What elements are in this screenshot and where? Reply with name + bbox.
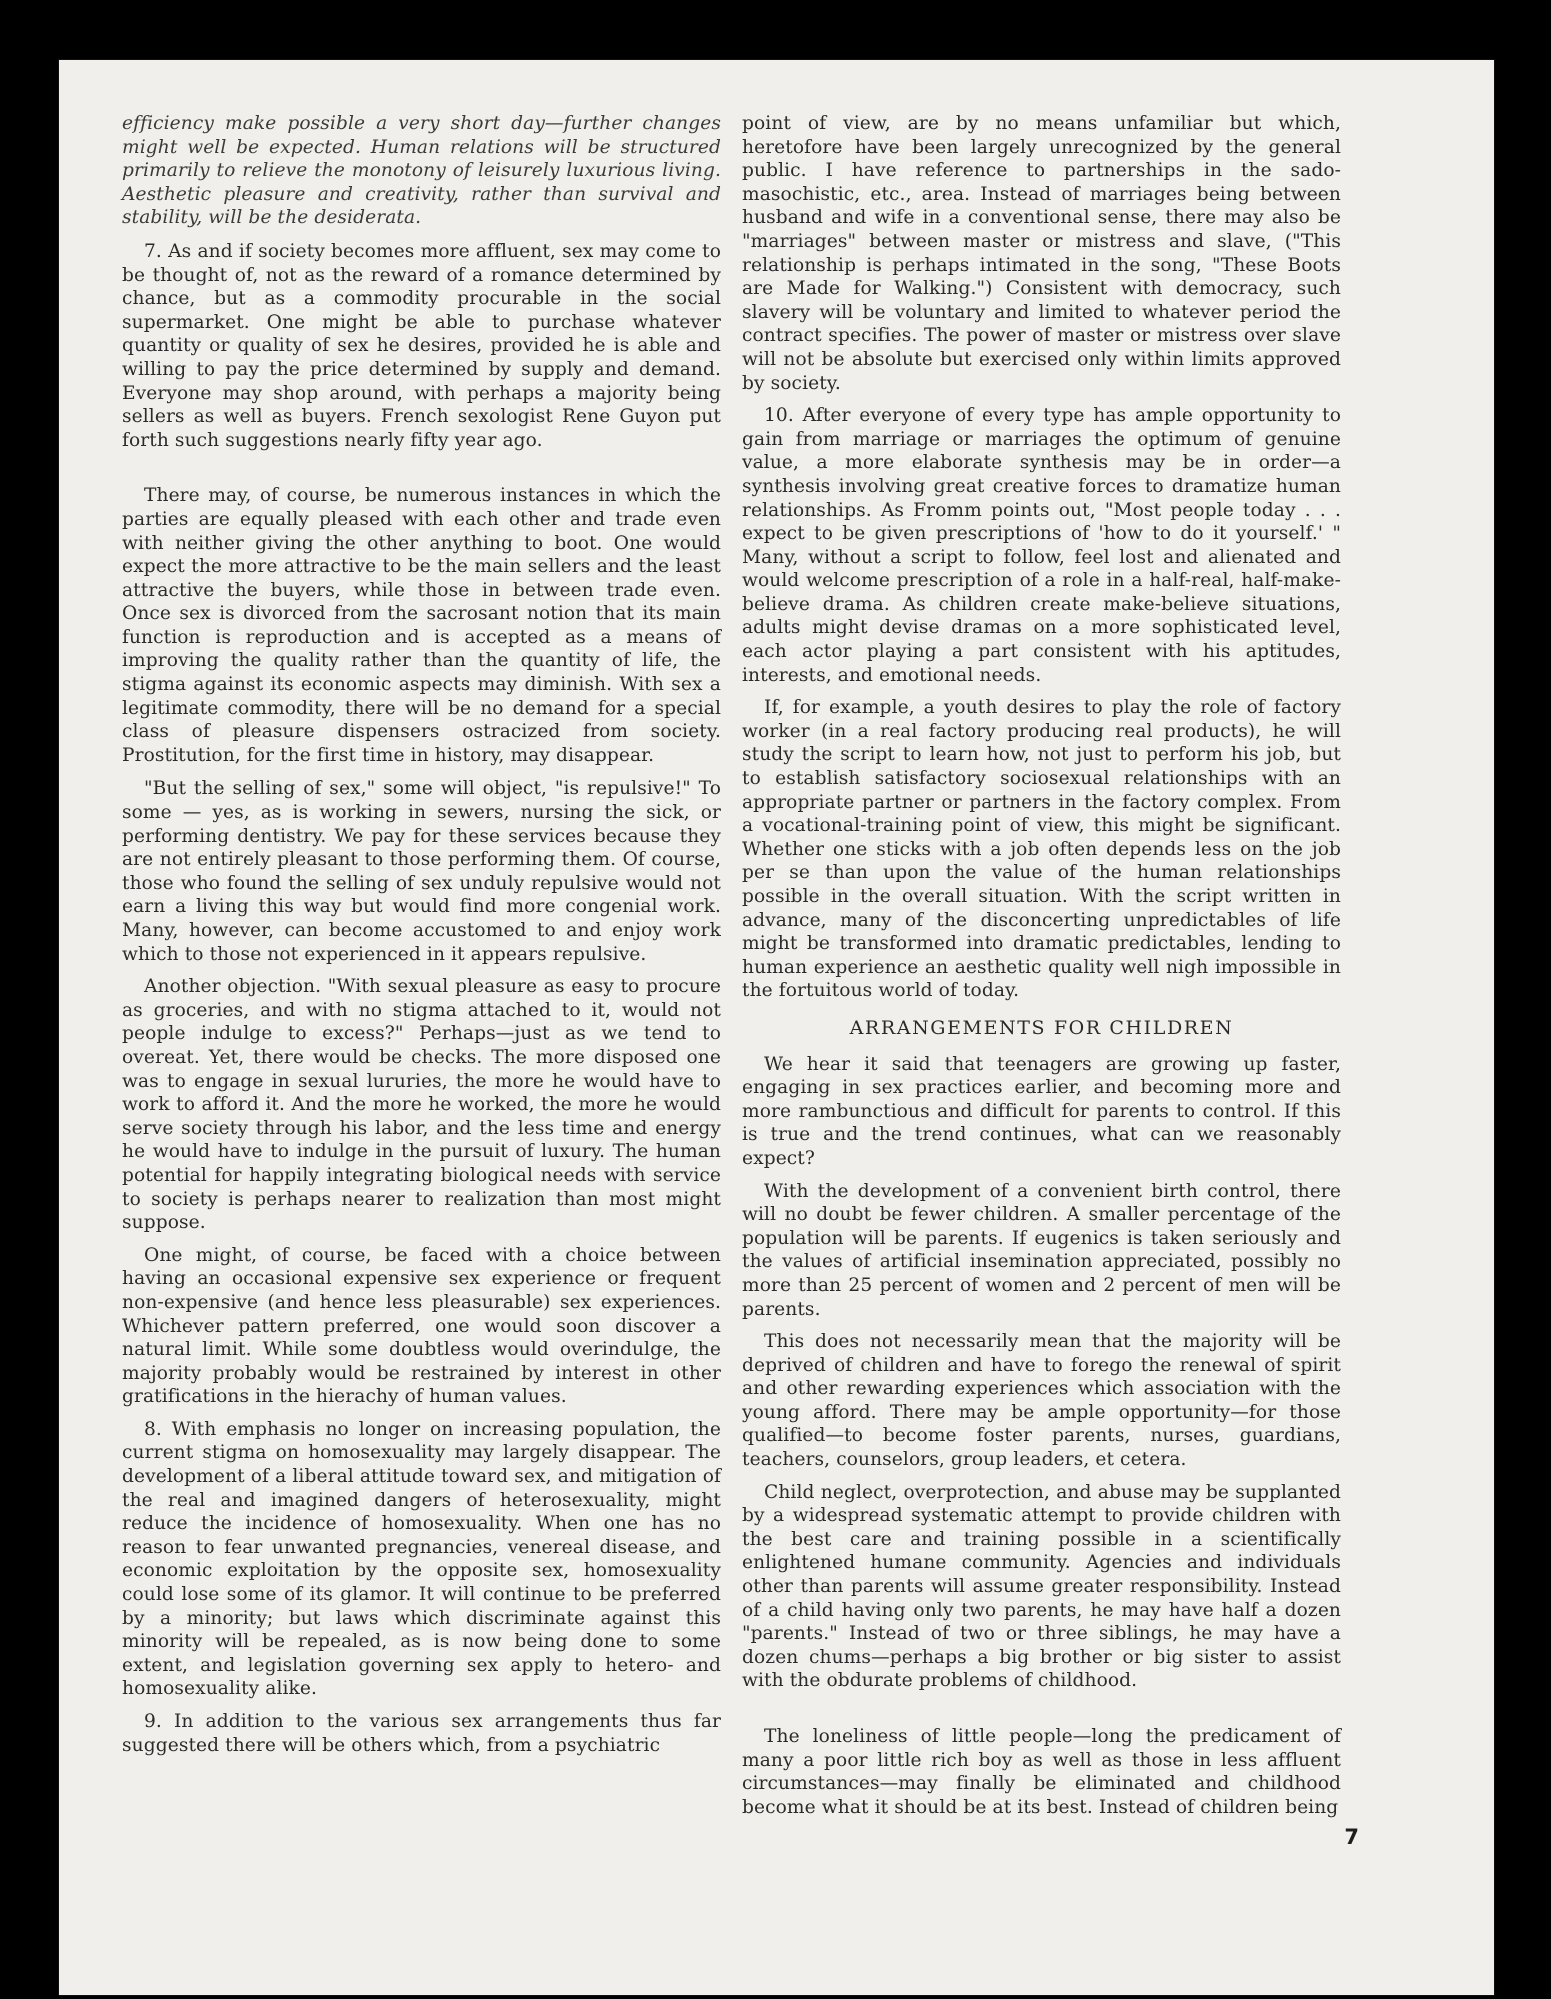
paragraph-child-neglect: Child neglect, overprotection, and abuse may be supplanted by a widespread systematic attempt to provide children with the best care and training possible in a scientifically enlightened humane community. Agencies and individuals other than parents will assume greater responsibility. Instead of a child having only two parents, he may have half a dozen "parents." Instead of two or three siblings, he may have a dozen chums—perhaps a big brother or big sister to assist with the obdurate problems of childhood. (742, 1481, 1341, 1692)
paragraph-7: 7. As and if society becomes more affluent, sex may come to be thought of, not as the reward of a romance determined by chance, but as a commodity procurable in the social supermarket. One might be able to purchase whatever quantity or quality of sex he desires, provided he is able and willing to pay the price determined by supply and demand. Everyone may shop around, with perhaps a majority being sellers as well as buyers. French sexologist Rene Guyon put forth such suggestions nearly fifty year ago. (122, 240, 721, 451)
paragraph-we-hear: We hear it said that teenagers are growing up faster, engaging in sex practices earlier, and becoming more and more rambunctious and difficult for parents to control. If this is true and the trend continues, what can we reasonably expect? (742, 1053, 1341, 1169)
paragraph-loneliness: The loneliness of little people—long the predicament of many a poor little rich boy as well as those in less affluent circumstances—may finally be eliminated and childhood become what it should be at its best. Instead of children being (742, 1726, 1341, 1818)
paragraph-9: 9. In addition to the various sex arrangements thus far suggested there will be others which, from a psychiatric (122, 1711, 721, 1756)
paragraph-this-does-not: This does not necessarily mean that the majority will be deprived of children and have to forego the renewal of spirit and other rewarding experiences which association with the young afford. There may be ample opportunity—for those qualified—to become foster parents, nurses, guardians, teachers, counselors, group leaders, et cetera. (742, 1331, 1341, 1471)
paragraph-with-development: With the development of a convenient birth control, there will no doubt be fewer children. A smaller percentage of the population will be parents. If eugenics is taken seriously and the values of artificial insemination appreciated, possibly no more than 25 percent of women and 2 percent of men will be parents. (742, 1180, 1341, 1320)
page-number: 7 (1344, 1825, 1359, 1849)
paragraph-9-continued: point of view, are by no means unfamiliar but which, heretofore have been largely unrecognized by the general public. I have reference to partnerships in the sado-masochistic, etc., area. Instead of marriages being between husband and wife in a conventional sense, there may also be "marriages" between master or mistress and slave, ("This relationship is perhaps intimated in the song, "These Boots are Made for Walking.") Consistent with democracy, such slavery will be voluntary and limited to whatever period the contract specifies. The power of master or mistress over slave will not be absolute but exercised only within limits approved by society. (742, 113, 1341, 394)
intro-italic-paragraph: efficiency make possible a very short day—further changes might well be expected. Human relations will be structured primarily to relieve the monotony of leisurely luxurious living. Aesthetic pleasure and creativity, rather than survival and stability, will be the desiderata. (122, 113, 721, 229)
paragraph-there-may: There may, of course, be numerous instances in which the parties are equally pleased with each other and trade even with neither giving the other anything to boot. One would expect the more attractive to be the main sellers and the least attractive the buyers, while those in between trade even. Once sex is divorced from the sacrosant notion that its main function is reproduction and is accepted as a means of improving the quality rather than the quantity of life, the stigma against its economic aspects may diminish. With sex a legitimate commodity, there will be no demand for a special class of pleasure dispensers ostracized from society. Prostitution, for the first time in history, may disappear. (122, 485, 721, 766)
paragraph-if-for-example: If, for example, a youth desires to play the role of factory worker (in a real factory producing real products), he will study the script to learn how, not just to perform his job, but to establish satisfactory sociosexual relationships with an appropriate partner or partners in the factory complex. From a vocational-training point of view, this might be significant. Whether one sticks with a job often depends less on the job per se than upon the value of the human relationships possible in the overall situation. With the script written in advance, many of the disconcerting unpredictables of life might be transformed into dramatic predictables, lending to human experience an aesthetic quality well nigh impossible in the fortuitous world of today. (742, 697, 1341, 1002)
left-column (122, 112, 721, 1757)
paragraph-8: 8. With emphasis no longer on increasing population, the current stigma on homosexuality may largely disappear. The development of a liberal attitude toward sex, and mitigation of the real and imagined dangers of heterosexuality, might reduce the incidence of homosexuality. When one has no reason to fear unwanted pregnancies, venereal disease, and economic exploitation by the opposite sex, homosexuality could lose some of its glamor. It will continue to be preferred by a minority; but laws which discriminate against this minority will be repealed, as is now being done to some extent, and legislation governing sex apply to hetero- and homosexuality alike. (122, 1418, 721, 1700)
document-page (59, 60, 1494, 1995)
section-heading: ARRANGEMENTS FOR CHILDREN (849, 1016, 1234, 1039)
paragraph-but-selling: "But the selling of sex," some will object, "is repulsive!" To some — yes, as is working in sewers, nursing the sick, or performing dentistry. We pay for these services because they are not entirely pleasant to those performing them. Of course, those who found the selling of sex unduly repulsive would not earn a living this way but would find more congenial work. Many, however, can become accustomed to and enjoy work which to those not experienced in it appears repulsive. (122, 778, 721, 965)
paragraph-one-might: One might, of course, be faced with a choice between having an occasional expensive sex experience or frequent non-expensive (and hence less pleasurable) sex experiences. Whichever pattern preferred, one would soon discover a natural limit. While some doubtless would overindulge, the majority probably would be restrained by interest in other gratifications in the hierachy of human values. (122, 1244, 721, 1408)
paragraph-10: 10. After everyone of every type has ample opportunity to gain from marriage or marriages the optimum of genuine value, a more elaborate synthesis may be in order—a synthesis involving great creative forces to dramatize human relationships. As Fromm points out, "Most people today . . . expect to be given prescriptions of 'how to do it yourself.' " Many, without a script to follow, feel lost and alienated and would welcome prescription of a role in a half-real, half-make-believe drama. As children create make-believe situations, adults might devise dramas on a more sophisticated level, each actor playing a part consistent with his aptitudes, interests, and emotional needs. (742, 405, 1341, 686)
right-column (742, 112, 1341, 1819)
paragraph-another-objection: Another objection. "With sexual pleasure as easy to procure as groceries, and with no stigma attached to it, would not people indulge to excess?" Perhaps—just as we tend to overeat. Yet, there would be checks. The more disposed one was to engage in sexual lururies, the more he would have to work to afford it. And the more he worked, the more he would serve society through his labor, and the less time and energy he would have to indulge in the pursuit of luxury. The human potential for happily integrating biological needs with service to society is perhaps nearer to realization than most might suppose. (122, 976, 721, 1234)
